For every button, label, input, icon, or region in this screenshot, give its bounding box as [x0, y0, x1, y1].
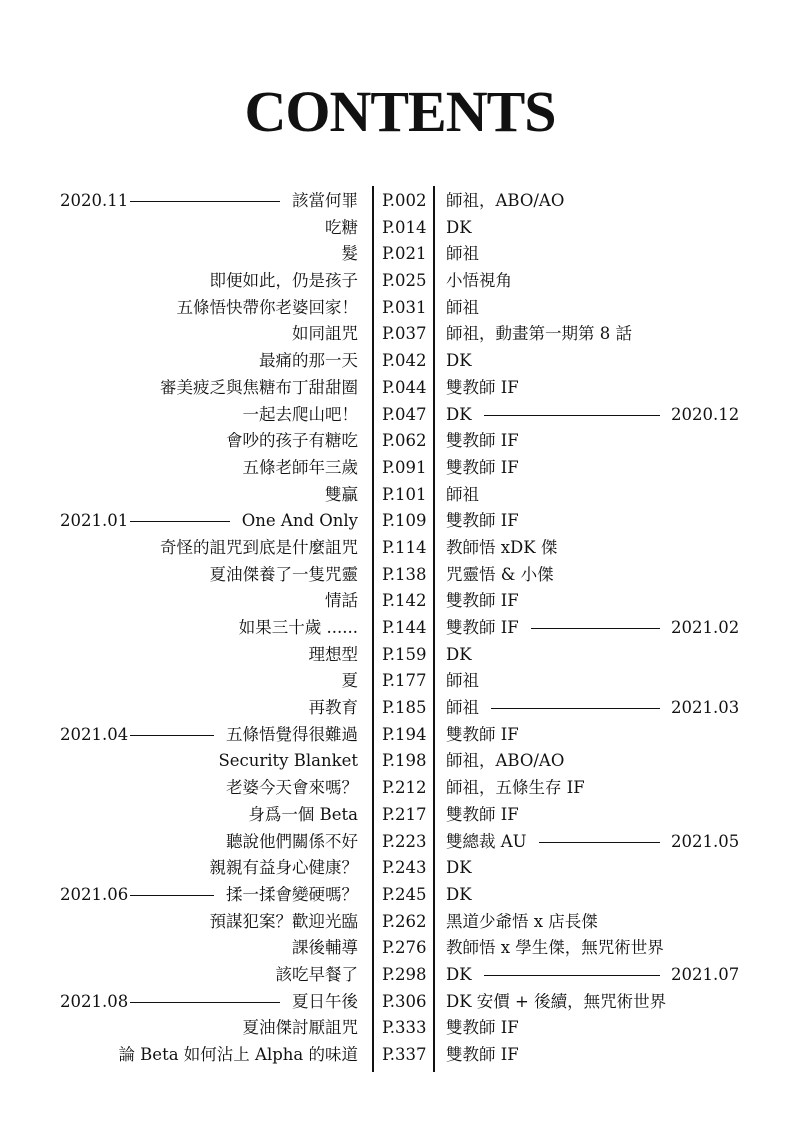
entry-note: 師祖: [446, 297, 479, 317]
entry-note: DK: [446, 404, 472, 424]
entry-page: P.114: [382, 537, 427, 557]
entry-page: P.223: [382, 831, 427, 851]
toc-entry: [0, 855, 800, 882]
entry-note: 雙教師 IF: [446, 377, 519, 397]
toc-entry: [0, 722, 800, 749]
entry-note: DK: [446, 964, 472, 984]
toc-entry: [0, 535, 800, 562]
entry-title: 老婆今天會來嗎？: [226, 778, 358, 798]
toc-entry: [0, 455, 800, 482]
entry-title: 一起去爬山吧！: [242, 404, 358, 424]
entry-title: 該吃早餐了: [275, 964, 358, 984]
date-rule-right: [539, 842, 660, 843]
entry-title: 會吵的孩子有糖吃: [226, 431, 358, 451]
toc-entry: [0, 188, 800, 215]
entry-page: P.031: [382, 297, 427, 317]
entry-page: P.306: [382, 991, 427, 1011]
entry-date-left: 2021.01: [60, 511, 129, 531]
entry-page: P.062: [382, 431, 427, 451]
entry-note: DK 安價 + 後續，無咒術世界: [446, 991, 667, 1011]
entry-note: 師祖，ABO/AO: [446, 191, 565, 210]
toc-entry: [0, 668, 800, 695]
toc-entry: [0, 615, 800, 642]
entry-title: 奇怪的詛咒到底是什麼詛咒: [160, 537, 358, 557]
entry-note: 雙教師 IF: [446, 591, 519, 611]
date-rule-right: [484, 415, 660, 416]
date-rule-left: [130, 1002, 280, 1003]
date-rule-right: [484, 975, 660, 976]
entry-date-right: 2021.03: [671, 698, 740, 718]
toc-entry: [0, 909, 800, 936]
entry-date-left: 2021.06: [60, 884, 129, 904]
entry-date-right: 2021.07: [671, 964, 740, 984]
toc-entry: [0, 935, 800, 962]
contents-list: [0, 188, 800, 1069]
entry-note: 咒靈悟 & 小傑: [446, 564, 554, 584]
entry-note: DK: [446, 351, 472, 371]
date-rule-right: [531, 628, 660, 629]
entry-note: 師祖，ABO/AO: [446, 751, 565, 771]
entry-note: DK: [446, 884, 472, 904]
entry-title: 即便如此，仍是孩子: [209, 271, 358, 291]
entry-note: 雙教師 IF: [446, 1045, 519, 1064]
entry-title: 審美疲乏與焦糖布丁甜甜圈: [160, 377, 358, 397]
entry-page: P.217: [382, 804, 427, 824]
entry-title: 夏油傑討厭詛咒: [242, 1018, 358, 1038]
entry-date-right: 2021.05: [671, 831, 740, 851]
toc-entry: [0, 402, 800, 429]
entry-page: P.198: [382, 751, 427, 771]
entry-page: P.138: [382, 564, 427, 584]
entry-title: 五條老師年三歲: [242, 457, 358, 477]
toc-entry: [0, 642, 800, 669]
entry-note: DK: [446, 858, 472, 878]
entry-page: P.185: [382, 698, 427, 718]
entry-page: P.042: [382, 351, 427, 371]
toc-entry: [0, 1015, 800, 1042]
entry-note: 師祖: [446, 244, 479, 264]
entry-page: P.159: [382, 644, 427, 664]
toc-entry: [0, 882, 800, 909]
toc-entry: [0, 482, 800, 509]
entry-note: 師祖: [446, 698, 479, 718]
entry-page: P.144: [382, 618, 427, 637]
entry-title: 如果三十歲 ......: [238, 618, 358, 637]
entry-page: P.109: [382, 511, 427, 531]
entry-page: P.037: [382, 324, 427, 344]
entry-page: P.243: [382, 858, 427, 878]
entry-note: 雙教師 IF: [446, 618, 519, 637]
toc-entry: [0, 348, 800, 375]
entry-date-right: 2020.12: [671, 404, 740, 424]
toc-entry: [0, 802, 800, 829]
entry-title: 情話: [325, 591, 358, 611]
entry-title: 再教育: [308, 698, 358, 718]
entry-page: P.177: [382, 671, 427, 691]
toc-entry: [0, 295, 800, 322]
entry-note: 師祖，五條生存 IF: [446, 778, 585, 798]
entry-title: 課後輔導: [292, 938, 358, 958]
entry-note: 雙教師 IF: [446, 457, 519, 477]
entry-page: P.142: [382, 591, 427, 611]
entry-title: 髮: [341, 244, 358, 264]
toc-entry: [0, 321, 800, 348]
entry-page: P.262: [382, 911, 427, 931]
entry-title: 雙贏: [325, 484, 358, 504]
entry-page: P.021: [382, 244, 427, 264]
entry-page: P.014: [382, 217, 427, 237]
toc-entry: [0, 508, 800, 535]
entry-note: 黑道少爺悟 x 店長傑: [446, 911, 598, 931]
entry-page: P.002: [382, 191, 427, 210]
date-rule-right: [491, 708, 660, 709]
entry-title: 論 Beta 如何沾上 Alpha 的味道: [118, 1045, 358, 1064]
toc-entry: [0, 375, 800, 402]
entry-title: 聽說他們關係不好: [226, 831, 358, 851]
entry-note: 師祖: [446, 484, 479, 504]
entry-note: 教師悟 xDK 傑: [446, 537, 558, 557]
entry-note: 小悟視角: [446, 271, 512, 291]
entry-title: 揉一揉會變硬嗎？: [226, 884, 358, 904]
entry-title: 預謀犯案？歡迎光臨: [209, 911, 358, 931]
entry-title: 夏日午後: [292, 991, 358, 1011]
page-title: CONTENTS: [244, 79, 556, 144]
entry-page: P.276: [382, 938, 427, 958]
entry-title: 五條悟覺得很難過: [226, 724, 358, 744]
entry-note: 教師悟 x 學生傑，無咒術世界: [446, 938, 664, 958]
entry-note: 雙教師 IF: [446, 1018, 519, 1038]
entry-note: 雙教師 IF: [446, 804, 519, 824]
entry-title: 如同詛咒: [292, 324, 358, 344]
entry-note: 雙總裁 AU: [446, 831, 527, 851]
entry-title: 吃糖: [325, 217, 358, 237]
entry-date-left: 2021.04: [60, 724, 129, 744]
entry-title: 最痛的那一天: [259, 351, 358, 371]
entry-title: 理想型: [308, 644, 358, 664]
entry-page: P.047: [382, 404, 427, 424]
toc-entry: [0, 562, 800, 589]
entry-page: P.333: [382, 1018, 427, 1038]
entry-note: 雙教師 IF: [446, 431, 519, 451]
entry-note: DK: [446, 644, 472, 664]
entry-title: One And Only: [241, 511, 358, 531]
toc-entry: [0, 989, 800, 1016]
entry-title: Security Blanket: [218, 751, 358, 771]
entry-page: P.025: [382, 271, 427, 291]
entry-page: P.091: [382, 457, 427, 477]
entry-date-left: 2021.08: [60, 991, 129, 1011]
entry-note: DK: [446, 217, 472, 237]
toc-entry: [0, 1042, 800, 1069]
entry-title: 親親有益身心健康？: [209, 858, 358, 878]
toc-entry: [0, 829, 800, 856]
entry-note: 雙教師 IF: [446, 724, 519, 744]
entry-page: P.194: [382, 724, 427, 744]
toc-entry: [0, 962, 800, 989]
entry-title: 五條悟快帶你老婆回家！: [176, 297, 358, 317]
entry-title: 該當何罪: [292, 191, 358, 210]
entry-title: 身爲一個 Beta: [248, 804, 358, 824]
entry-title: 夏: [341, 671, 358, 691]
date-rule-left: [130, 895, 214, 896]
date-rule-left: [130, 521, 230, 522]
date-rule-left: [130, 201, 280, 202]
toc-entry: [0, 241, 800, 268]
toc-entry: [0, 588, 800, 615]
entry-note: 師祖: [446, 671, 479, 691]
date-rule-left: [130, 735, 214, 736]
entry-page: P.298: [382, 964, 427, 984]
entry-page: P.212: [382, 778, 427, 798]
entry-page: P.337: [382, 1045, 427, 1064]
entry-page: P.245: [382, 884, 427, 904]
entry-title: 夏油傑養了一隻咒靈: [209, 564, 358, 584]
entry-note: 師祖，動畫第一期第 8 話: [446, 324, 632, 344]
entry-page: P.044: [382, 377, 427, 397]
toc-entry: [0, 428, 800, 455]
toc-entry: [0, 215, 800, 242]
entry-date-right: 2021.02: [671, 618, 740, 637]
toc-entry: [0, 775, 800, 802]
toc-entry: [0, 268, 800, 295]
entry-note: 雙教師 IF: [446, 511, 519, 531]
entry-date-left: 2020.11: [60, 191, 129, 210]
entry-page: P.101: [382, 484, 427, 504]
toc-entry: [0, 748, 800, 775]
toc-entry: [0, 695, 800, 722]
